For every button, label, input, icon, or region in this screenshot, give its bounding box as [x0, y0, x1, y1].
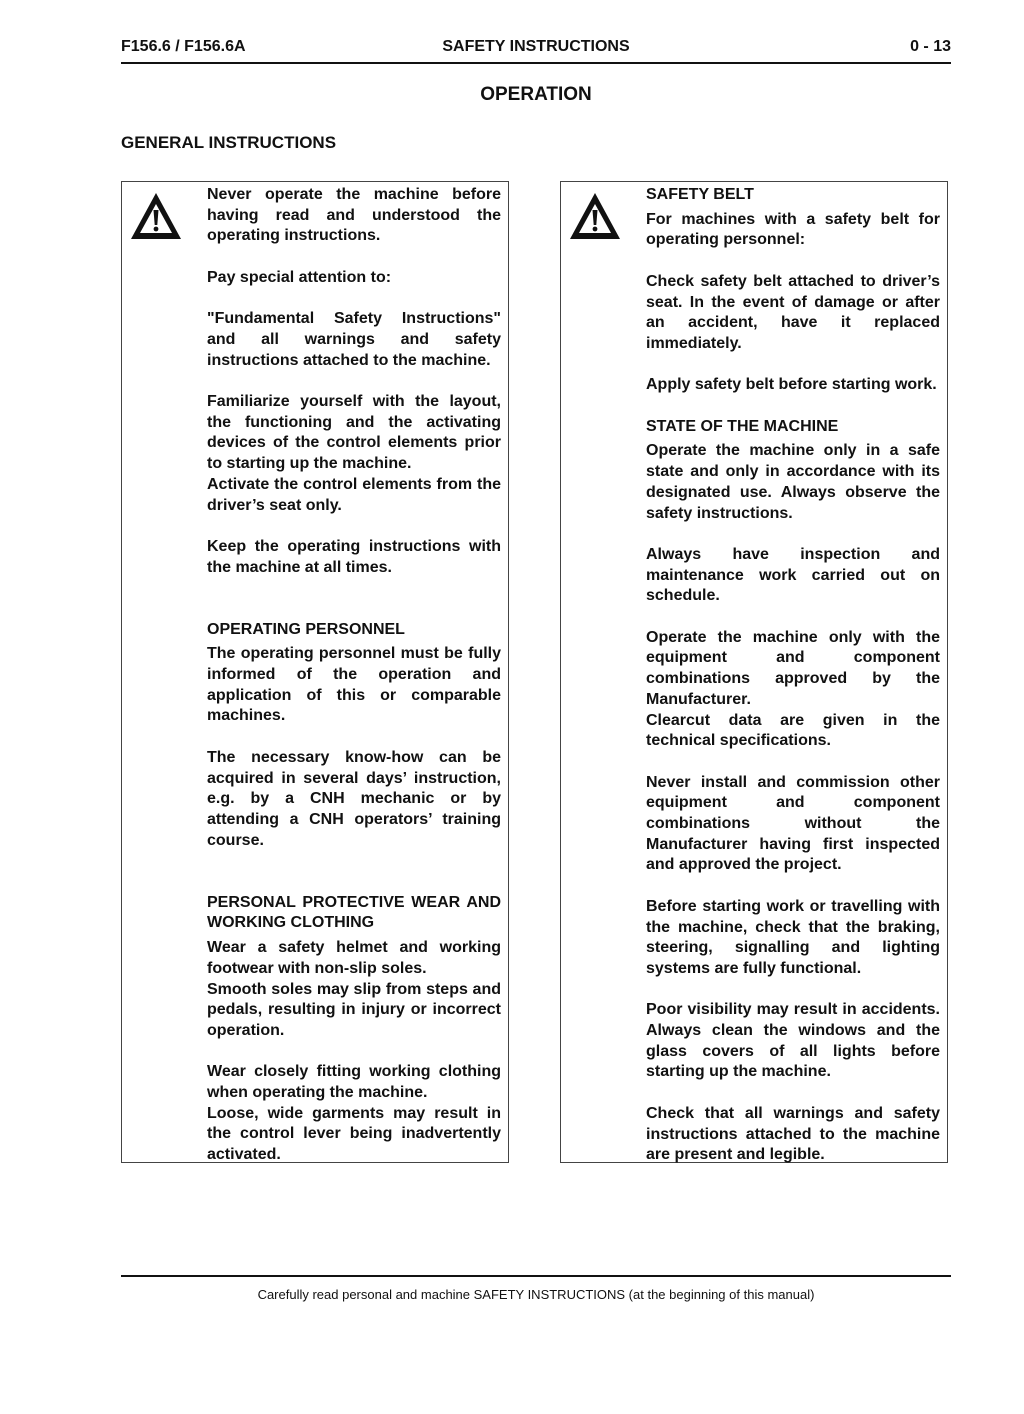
paragraph: Poor visibility may result in accidents. Always clean the windows and the glass covers of all lights before starting up the machine. [646, 1001, 940, 1081]
paragraph: Always have inspection and maintenance work carried out on schedule. [646, 545, 940, 605]
paragraph: Smooth soles may slip from steps and pedals, resulting in injury or incorrect operation. [207, 980, 501, 1039]
heading-safety-belt: SAFETY BELT [646, 186, 754, 203]
paragraph: Check that all warnings and safety instructions attached to the machine are present and legible. [646, 1104, 940, 1164]
paragraph: Wear a safety helmet and working footwear with non-slip soles. [207, 939, 501, 977]
warning-triangle-icon [567, 190, 623, 242]
paragraph: Familiarize yourself with the layout, the functioning and the activating devices of the control elements prior to starting up the machine. [207, 392, 501, 473]
paragraph: The necessary know-how can be acquired in several days’ instruction, e.g. by a CNH mechanic or by attending a CNH operators’ training course. [207, 748, 501, 849]
section-title: OPERATION [480, 84, 592, 105]
warning-triangle-icon [128, 190, 184, 242]
paragraph: Never operate the machine before having read and understood the operating instructions. [207, 186, 501, 245]
paragraph: For machines with a safety belt for operating personnel: [646, 210, 940, 249]
paragraph: The operating personnel must be fully informed of the operation and application of this or comparable machines. [207, 645, 501, 725]
paragraph: Operate the machine only in a safe state and only in accordance with its designated use. Always observe the safety instructions. [646, 442, 940, 522]
paragraph: Never install and commission other equipment and component combinations without the Manufacturer having first inspected and approved the project. [646, 773, 940, 874]
page-header [121, 38, 951, 64]
header-title: SAFETY INSTRUCTIONS [442, 38, 630, 55]
paragraph: Loose, wide garments may result in the control lever being inadvertently activated. [207, 1104, 501, 1164]
paragraph: Apply safety belt before starting work. [646, 376, 937, 394]
paragraph: "Fundamental Safety Instructions" and all warnings and safety instructions attached to the machine. [207, 310, 501, 369]
heading-operating-personnel: OPERATING PERSONNEL [207, 620, 405, 638]
paragraph: Clearcut data are given in the technical specifications. [646, 711, 940, 750]
heading-protective-wear: PERSONAL PROTECTIVE WEAR AND WORKING CLOTHING [207, 893, 501, 932]
left-instruction-box [121, 181, 509, 1163]
right-column-text [646, 185, 940, 1166]
paragraph: Activate the control elements from the driver’s seat only. [207, 475, 501, 514]
paragraph: Operate the machine only with the equipment and component combinations approved by the Manufacturer. [646, 628, 940, 708]
model-number: F156.6 / F156.6A [121, 38, 246, 55]
paragraph: Keep the operating instructions with the machine at all times. [207, 537, 501, 576]
paragraph: Wear closely fitting working clothing when operating the machine. [207, 1063, 501, 1102]
paragraph: Pay special attention to: [207, 268, 392, 286]
page-number: 0 - 13 [910, 38, 951, 55]
paragraph: Before starting work or travelling with the machine, check that the braking, steering, signalling and lighting systems are fully functional. [646, 897, 940, 977]
left-column-text [207, 185, 501, 1166]
footer-divider [121, 1275, 951, 1277]
page-footer: Carefully read personal and machine SAFETY INSTRUCTIONS (at the beginning of this manual) [257, 1287, 815, 1302]
heading-state-of-machine: STATE OF THE MACHINE [646, 417, 839, 435]
right-instruction-box [560, 181, 948, 1163]
sub-title: GENERAL INSTRUCTIONS [121, 133, 337, 152]
paragraph: Check safety belt attached to driver’s seat. In the event of damage or after an accident, have it replaced immediately. [646, 272, 940, 352]
